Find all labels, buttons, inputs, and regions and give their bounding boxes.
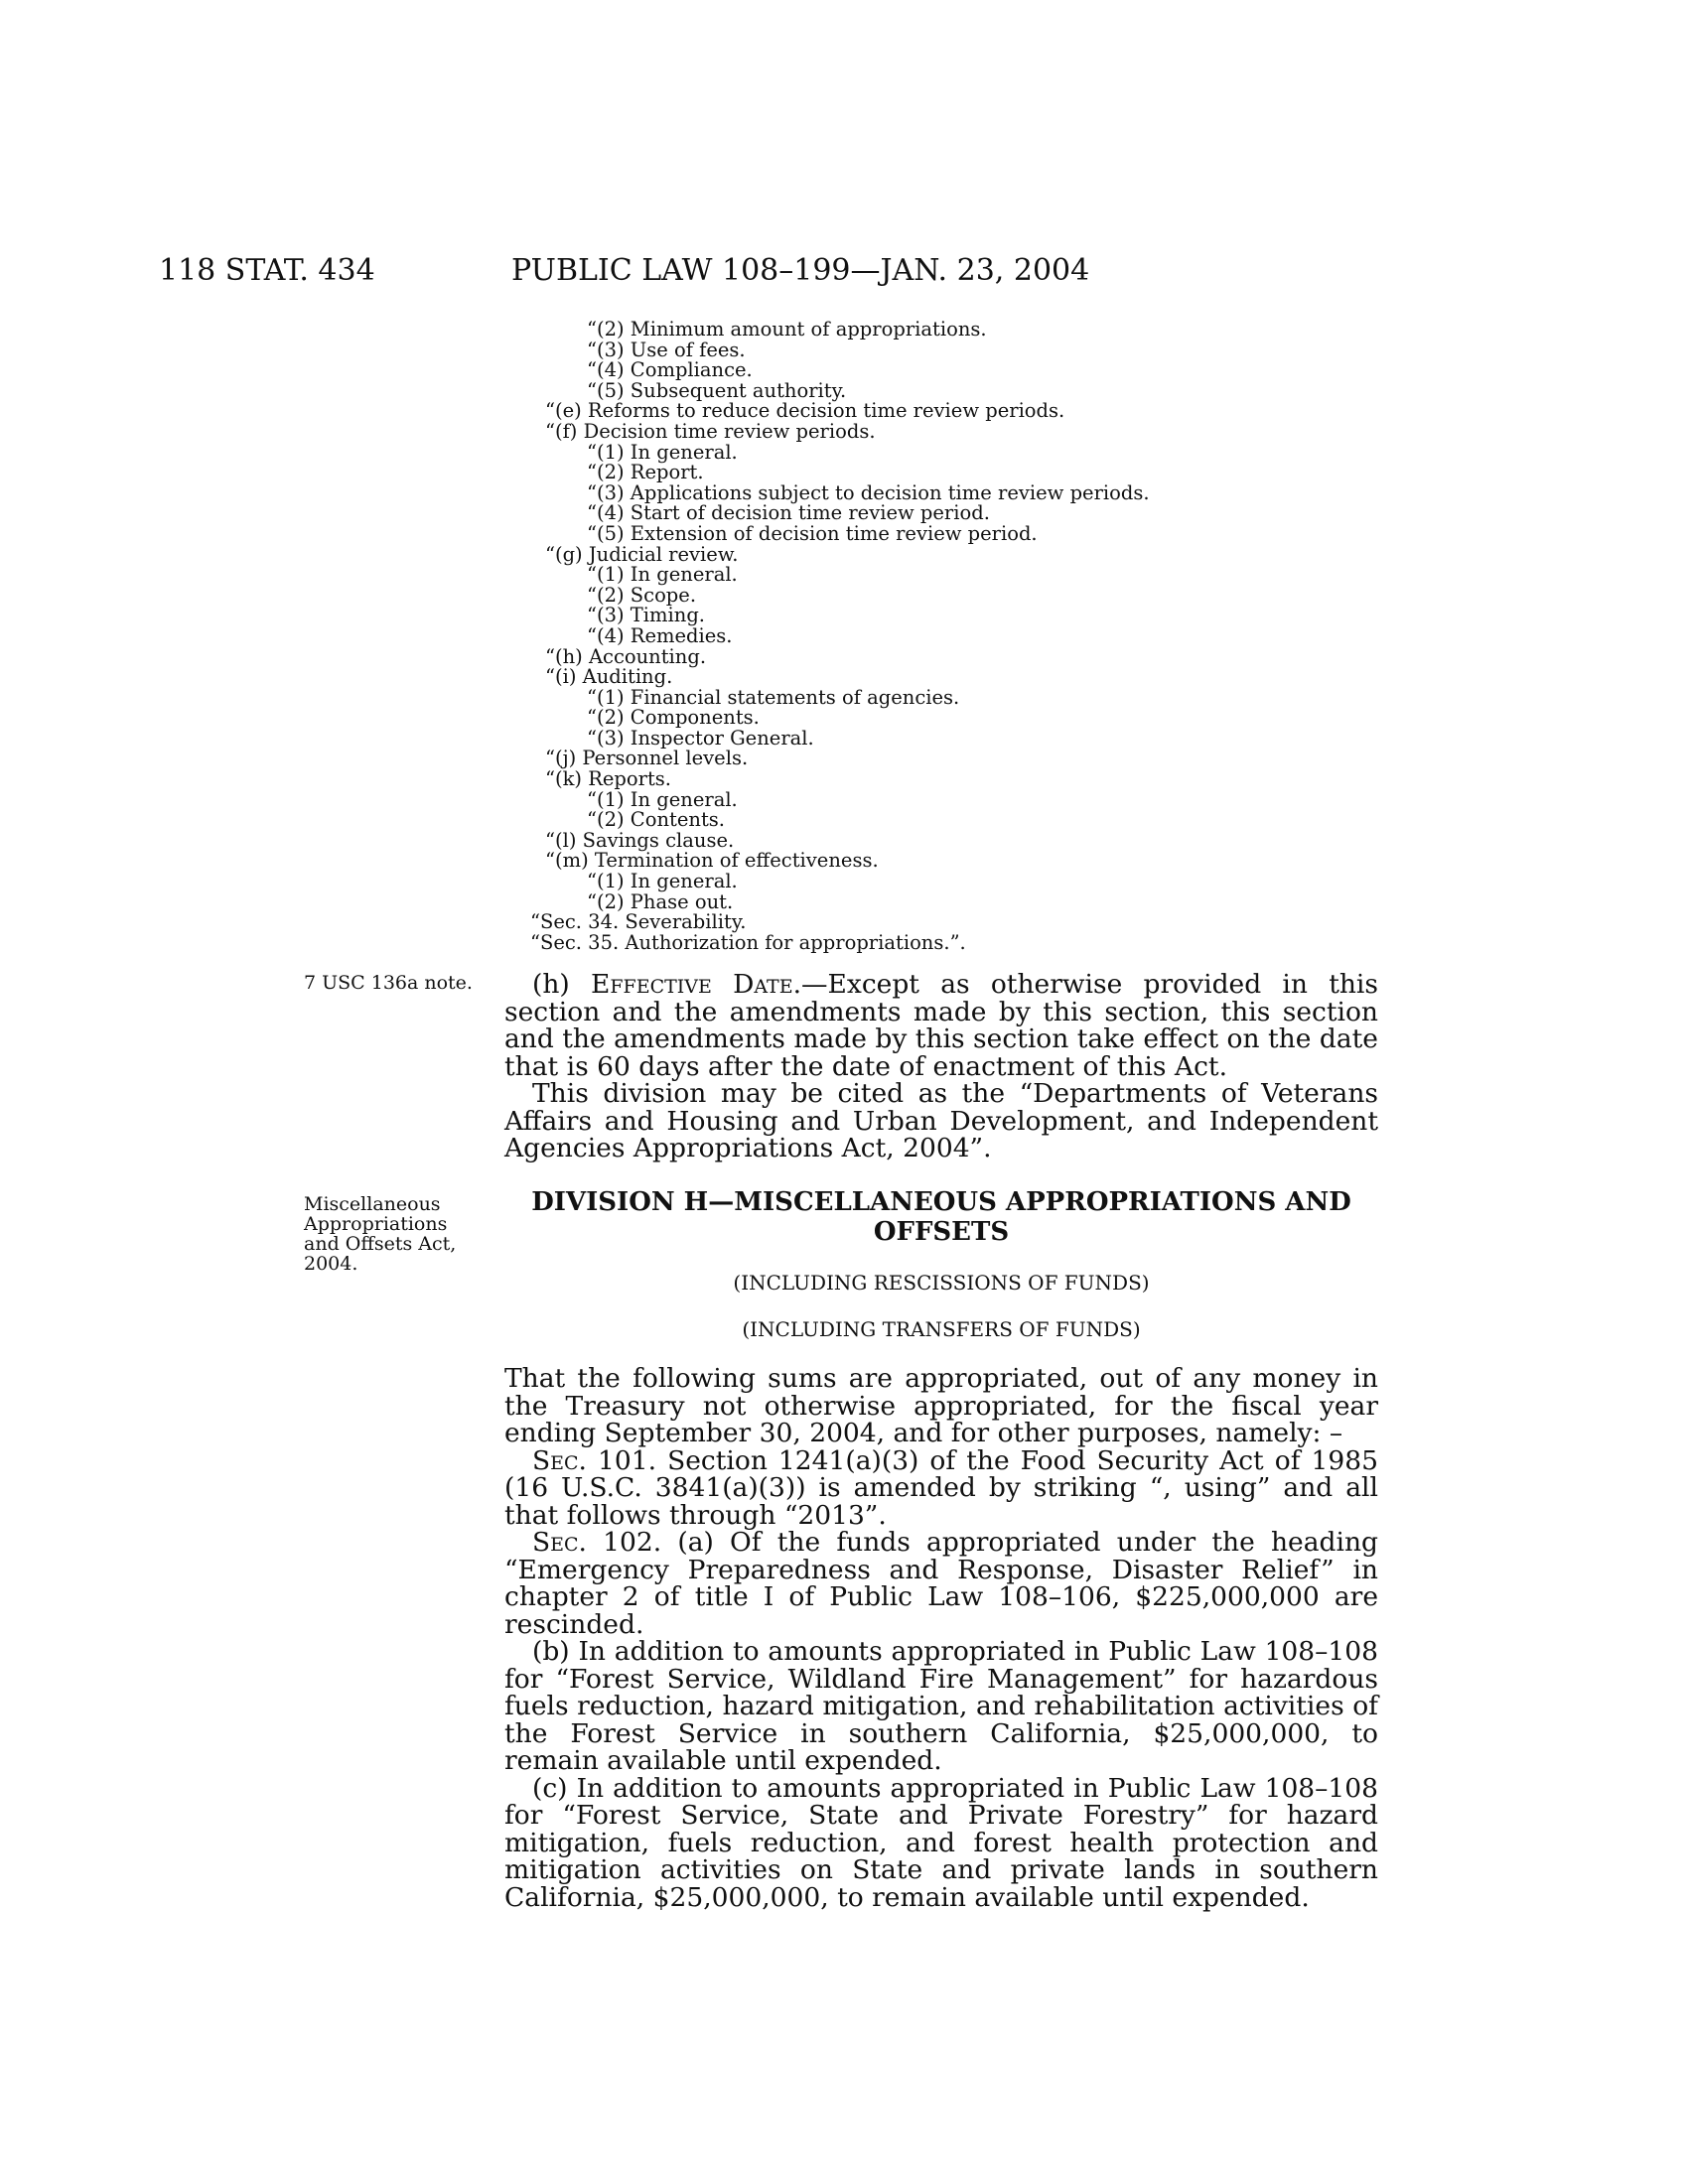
toc-entry: “(h) Accounting. — [545, 644, 707, 668]
table-of-contents — [530, 320, 1424, 953]
toc-entry: “(3) Timing. — [587, 604, 705, 627]
toc-entry: “(j) Personnel levels. — [545, 747, 749, 770]
toc-entry: “(1) Financial statements of agencies. — [587, 685, 960, 709]
division-title: DIVISION H—MISCELLANEOUS APPROPRIATIONS AND OFFSETS — [531, 1187, 1351, 1247]
margin-note-usc: 7 USC 136a note. — [304, 972, 473, 994]
toc-entry: “(4) Start of decision time review period. — [587, 501, 990, 525]
section-h-lead: (h) — [532, 969, 591, 1000]
toc-entry: “(1) In general. — [587, 563, 738, 587]
toc-entry: “(m) Termination of effectiveness. — [545, 849, 879, 873]
section-h-paragraph — [504, 971, 1378, 1080]
sec-102a-text: (a) Of the funds appropriated under the heading “Emergency Preparedness and Response, Disaster Relief” in chapter 2 of title I of Public Law 108–106, $225,000,000 are rescinded. — [504, 1527, 1379, 1640]
margin-note-division-h: Miscellaneous Appropriations and Offsets Act, 2004. — [304, 1193, 457, 1275]
sec-102b-paragraph: (b) In addition to amounts appropriated in Public Law 108–108 for “Forest Service, Wildland Fire Management” for hazardous fuels reduction, hazard mitigation, and rehabilitation activities of the Forest Service in southern California, $25,000,000, to remain available until expended. — [504, 1636, 1378, 1776]
toc-entry: “(1) In general. — [587, 870, 738, 893]
sec-101-paragraph — [504, 1444, 1378, 1531]
section-h-heading: Effective Date — [591, 969, 793, 1000]
toc-entry: “(i) Auditing. — [545, 665, 673, 689]
sec-102c-paragraph: (c) In addition to amounts appropriated in Public Law 108–108 for “Forest Service, State and Private Forestry” for hazard mitigation, fuels reduction, and forest health protection and mitigation activities on State and private lands in southern California, $25,000,000, to remain available until expended. — [504, 1772, 1378, 1913]
toc-entry: “(4) Compliance. — [587, 358, 753, 382]
toc-entry: “(2) Scope. — [587, 583, 697, 607]
toc-entry: “(1) In general. — [587, 440, 738, 464]
toc-entry: “(3) Inspector General. — [587, 726, 814, 750]
sec-101-text: Section 1241(a)(3) of the Food Security Act of 1985 (16 U.S.C. 3841(a)(3)) is amended by striking “, using” and all that follows through “2013”. — [504, 1444, 1378, 1531]
toc-entry: “(g) Judicial review. — [545, 542, 739, 566]
toc-entry: “(2) Phase out. — [587, 889, 734, 913]
toc-entry: “(1) In general. — [587, 787, 738, 811]
toc-entry: “(f) Decision time review periods. — [545, 419, 876, 443]
toc-entry: “(4) Remedies. — [587, 623, 733, 647]
citation-paragraph: This division may be cited as the “Departments of Veterans Affairs and Housing and Urban Development, and Independent Agencies Appropriations Act, 2004”. — [504, 1078, 1378, 1163]
division-intro: That the following sums are appropriated, out of any money in the Treasury not otherwise appropriated, for the fiscal year ending September 30, 2004, and for other purposes, namely: – — [504, 1363, 1378, 1448]
toc-entry: “(e) Reforms to reduce decision time review periods. — [545, 399, 1065, 423]
toc-entry: “(l) Savings clause. — [545, 828, 735, 852]
toc-entry: “(2) Components. — [587, 706, 760, 730]
page-running-title: PUBLIC LAW 108–199—JAN. 23, 2004 — [511, 253, 1090, 288]
sec-102-label: Sec. 102. — [532, 1527, 662, 1558]
toc-entry: “(k) Reports. — [545, 767, 672, 791]
toc-entry: “(5) Extension of decision time review period. — [587, 521, 1038, 545]
sec-102a-paragraph — [504, 1529, 1378, 1638]
toc-entry: “Sec. 35. Authorization for appropriations.”. — [530, 930, 966, 954]
toc-entry: “(5) Subsequent authority. — [587, 378, 847, 402]
section-h-block — [504, 971, 1378, 1162]
subheading-rescissions: (INCLUDING RESCISSIONS OF FUNDS) — [733, 1271, 1150, 1295]
page-stat-reference: 118 STAT. 434 — [159, 253, 375, 288]
toc-entry: “(3) Use of fees. — [587, 338, 746, 361]
section-h-text: .—Except as otherwise provided in this section and the amendments made by this section, this section and the amendments made by this section take effect on the date that is 60 days after the date of enactment of this Act. — [504, 969, 1378, 1082]
toc-entry: “(3) Applications subject to decision time review periods. — [587, 480, 1150, 504]
sec-101-label: Sec. 101. — [532, 1444, 657, 1476]
subheading-transfers: (INCLUDING TRANSFERS OF FUNDS) — [742, 1317, 1141, 1341]
toc-entry: “Sec. 34. Severability. — [530, 910, 747, 934]
toc-entry: “(2) Report. — [587, 461, 704, 484]
toc-entry: “(2) Minimum amount of appropriations. — [587, 318, 987, 341]
toc-entry: “(2) Contents. — [587, 808, 725, 832]
division-h-body — [504, 1365, 1378, 1911]
